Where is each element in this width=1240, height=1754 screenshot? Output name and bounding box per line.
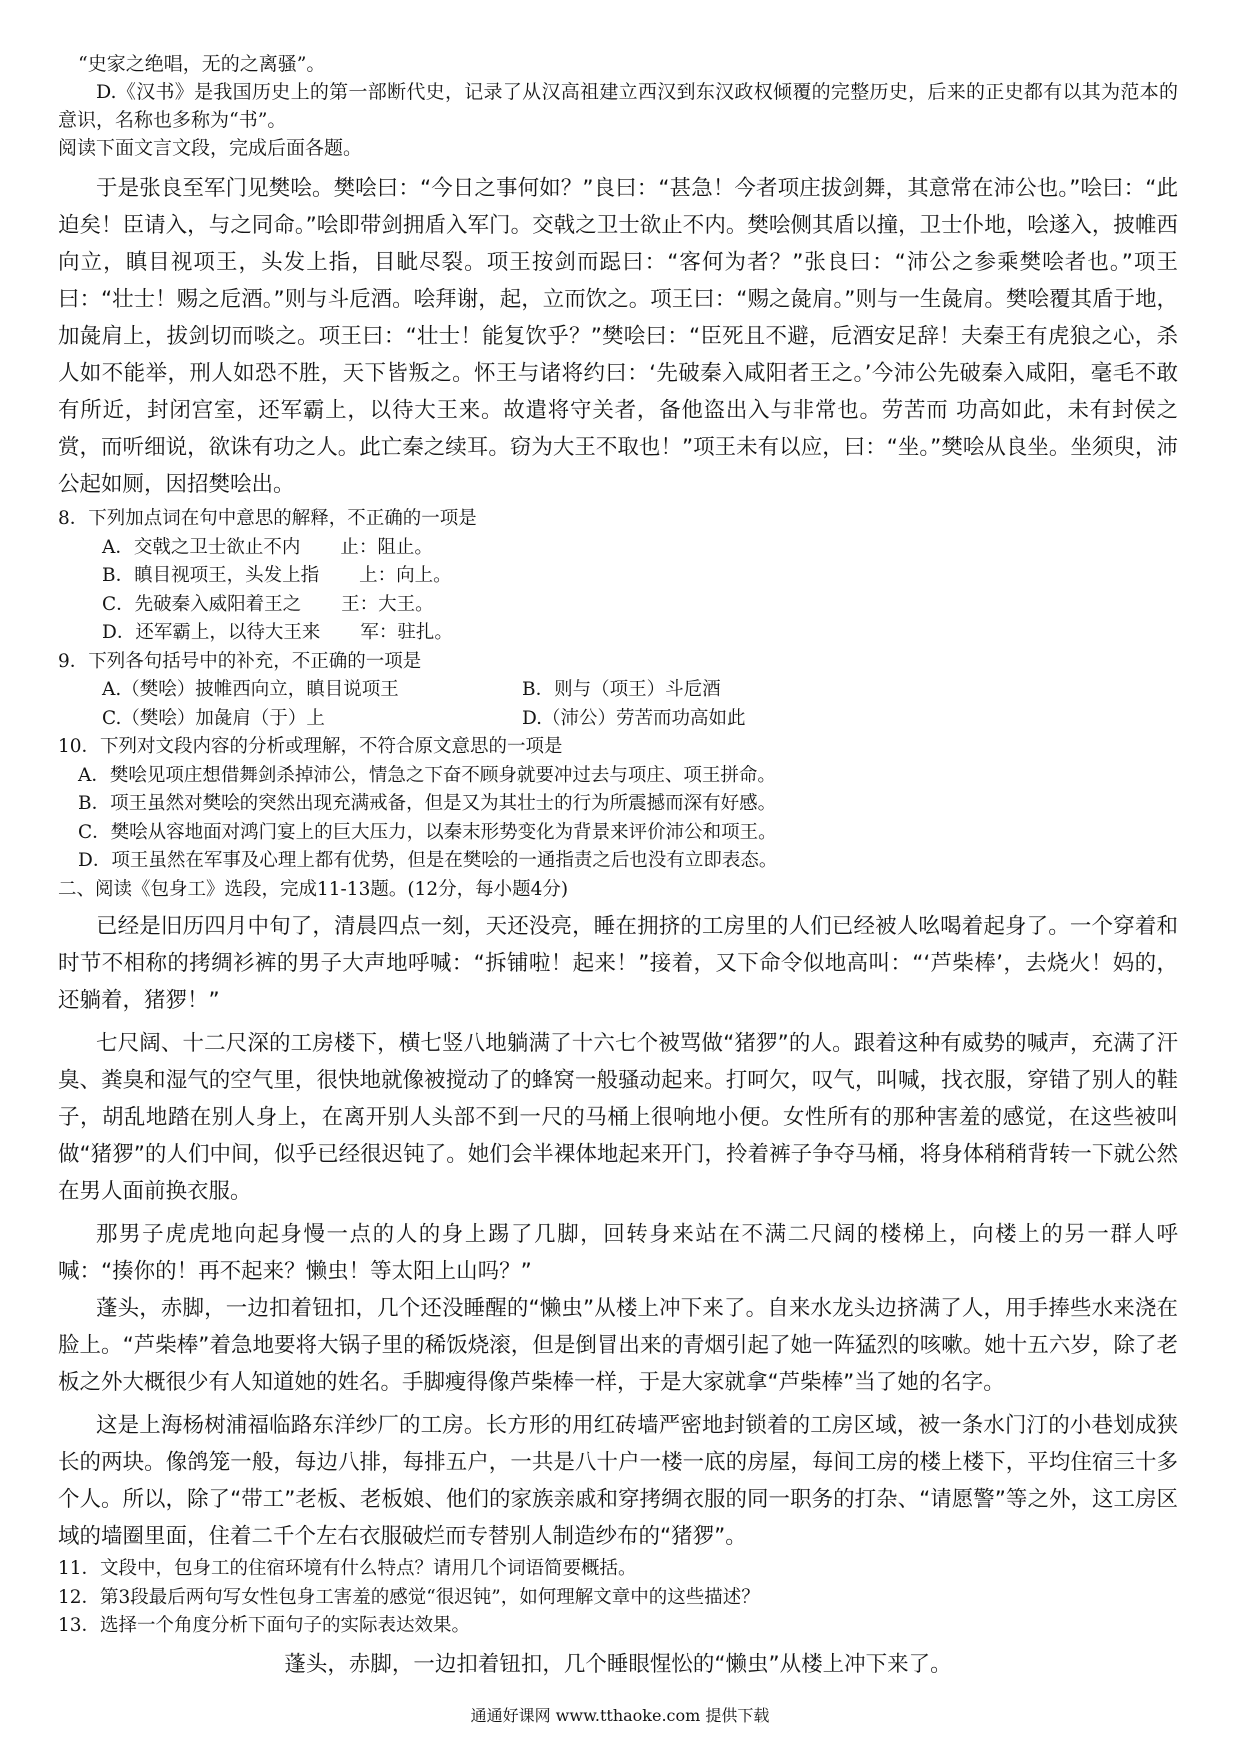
- intro-option-d: D.《汉书》是我国历史上的第一部断代史，记录了从汉高祖建立西汉到东汉政权倾覆的完整历史，后来的正史都有以其为范本的意识，名称也多称为“书”。: [58, 81, 1178, 131]
- question-11: 11．文段中，包身工的住宿环境有什么特点？请用几个词语简要概括。: [58, 1558, 637, 1579]
- question-9-option-b: B．则与（项王）斗卮酒: [522, 679, 721, 700]
- question-12: 12．第3段最后两句写女性包身工害羞的感觉“很迟钝”，如何理解文章中的这些描述？: [58, 1586, 760, 1608]
- question-8-option-b: [58, 562, 1178, 591]
- option-text: C．先破秦入威阳着王之: [102, 593, 302, 615]
- question-8-option-c: [58, 591, 1178, 620]
- passage-paragraph: 蓬头，赤脚，一边扣着钮扣，几个还没睡醒的“懒虫”从楼上冲下来了。自来水龙头边挤满了人，用手捧些水来浇在脸上。“芦柴棒”着急地要将大锅子里的稀饭烧滚，但是倒冒出来的青烟引起了她一阵猛烈的咳嗽。她十五六岁，除了老板之外大概很少有人知道她的姓名。手脚瘦得像芦柴棒一样，于是大家就拿“芦柴棒”当了她的名字。: [58, 1296, 1178, 1395]
- intro-line: “史家之绝唱，无的之离骚”。: [78, 53, 326, 75]
- quoted-sentence: 蓬头，赤脚，一边扣着钮扣，几个睡眼惺忪的“懒虫”从楼上冲下来了。: [284, 1651, 952, 1677]
- page-footer: 通通好课网 www.tthaoke.com 提供下载: [470, 1706, 770, 1725]
- question-8-stem: 8．下列加点词在句中意思的解释，不正确的一项是: [58, 508, 477, 529]
- reading-instruction: 阅读下面文言文段，完成后面各题。: [58, 137, 363, 159]
- question-9-stem: 9．下列各句括号中的补充，不正确的一项是: [58, 650, 422, 672]
- section-2-heading: 二、阅读《包身工》选段，完成11-13题。(12分，每小题4分): [58, 878, 569, 900]
- question-8: [58, 505, 1178, 648]
- passage-paragraph: 已经是旧历四月中旬了，清晨四点一刻，天还没亮，睡在拥挤的工房里的人们已经被人吆喝着起身了。一个穿着和时节不相称的拷绸衫裤的男子大声地呼喊：“拆铺啦！起来！”接着，又下命令似地高叫：“‘芦柴棒’，去烧火！妈的，还躺着，猪猡！”: [58, 914, 1178, 1013]
- option-text: B．瞋目视项王，头发上指: [102, 565, 320, 586]
- question-10: [58, 733, 1178, 876]
- question-9-option-c: C.（樊哙）加彘肩（于）上: [102, 707, 325, 729]
- question-10-stem: 10．下列对文段内容的分析或理解，不符合原文意思的一项是: [58, 736, 563, 757]
- question-13: 13．选择一个角度分析下面句子的实际表达效果。: [58, 1615, 471, 1636]
- option-text: A．交戟之卫士欲止不内: [102, 536, 301, 558]
- question-9-option-a: A.（樊哙）披帷西向立，瞋目说项王: [102, 679, 399, 700]
- option-text: D．还军霸上，以待大王来: [102, 622, 321, 643]
- modern-passage: [58, 908, 1178, 1555]
- question-8-option-a: [58, 534, 1178, 563]
- question-10-option-d: D．项王虽然在军事及心理上都有优势，但是在樊哙的一通指责之后也没有立即表态。: [78, 850, 778, 871]
- question-9-option-d: D.（沛公）劳苦而功高如此: [522, 707, 746, 729]
- option-gloss: 王：大王。: [341, 593, 434, 615]
- question-10-option-a: A．樊哙见项庄想借舞剑杀掉沛公，情急之下奋不顾身就要冲过去与项庄、项王拼命。: [78, 764, 776, 786]
- option-gloss: 止：阻止。: [340, 536, 433, 558]
- question-9-row-1: [58, 676, 1178, 705]
- passage-paragraph: 那男子虎虎地向起身慢一点的人的身上踢了几脚，回转身来站在不满二尺阔的楼梯上，向楼上的另一群人呼喊：“揍你的！再不起来？懒虫！等太阳上山吗？”: [58, 1222, 1178, 1284]
- question-9-row-2: [58, 705, 1178, 734]
- question-9: [58, 648, 1178, 734]
- question-10-option-c: C．樊哙从容地面对鸿门宴上的巨大压力，以秦末形势变化为背景来评价沛公和项王。: [78, 821, 777, 843]
- question-8-option-d: [58, 619, 1178, 648]
- passage-paragraph: 七尺阔、十二尺深的工房楼下，横七竖八地躺满了十六七个被骂做“猪猡”的人。跟着这种有威势的喊声，充满了汗臭、粪臭和湿气的空气里，很快地就像被搅动了的蜂窝一般骚动起来。打呵欠，叹气，叫喊，找衣服，穿错了别人的鞋子，胡乱地踏在别人身上，在离开别人头部不到一尺的马桶上很响地小便。女性所有的那种害羞的感觉，在这些被叫做“猪猡”的人们中间，似乎已经很迟钝了。她们会半裸体地起来开门，拎着裤子争夺马桶，将身体稍稍背转一下就公然在男人面前换衣服。: [58, 1031, 1178, 1204]
- questions-11-13: [58, 1555, 1178, 1641]
- option-gloss: 上：向上。: [359, 565, 452, 586]
- passage-paragraph: 这是上海杨树浦福临路东洋纱厂的工房。长方形的用红砖墙严密地封锁着的工房区域，被一条水门汀的小巷划成狭长的两块。像鸽笼一般，每边八排，每排五户，一共是八十户一楼一底的房屋，每间工房的楼上楼下，平均住宿三十多个人。所以，除了“带工”老板、老板娘、他们的家族亲戚和穿拷绸衣服的同一职务的打杂、“请愿警”等之外，这工房区域的墙圈里面，住着二千个左右衣服破烂而专替别人制造纱布的“猪猡”。: [58, 1413, 1178, 1549]
- option-gloss: 军：驻扎。: [360, 622, 453, 643]
- classical-passage: 于是张良至军门见樊哙。樊哙曰：“今日之事何如？”良曰：“甚急！今者项庄拔剑舞，其意常在沛公也。”哙曰：“此迫矣！臣请入，与之同命。”哙即带剑拥盾入军门。交戟之卫士欲止不内。樊哙侧其盾以撞，卫士仆地，哙遂入，披帷西向立，瞋目视项王，头发上指，目眦尽裂。项王按剑而跽曰：“客何为者？”张良曰：“沛公之参乘樊哙者也。”项王曰：“壮士！赐之卮酒。”则与斗卮酒。哙拜谢，起，立而饮之。项王曰：“赐之彘肩。”则与一生彘肩。樊哙覆其盾于地，加彘肩上，拔剑切而啖之。项王曰：“壮士！能复饮乎？”樊哙曰：“臣死且不避，卮酒安足辞！夫秦王有虎狼之心，杀人如不能举，刑人如恐不胜，天下皆叛之。怀王与诸将约曰：‘先破秦入咸阳者王之。’今沛公先破秦入咸阳，毫毛不敢有所近，封闭宫室，还军霸上，以待大王来。故遣将守关者，备他盗出入与非常也。劳苦而 功高如此，未有封侯之赏，而听细说，欲诛有功之人。此亡秦之续耳。窃为大王不取也！”项王未有以应，曰：“坐。”樊哙从良坐。坐须臾，沛公起如厕，因招樊哙出。: [58, 176, 1178, 497]
- question-10-option-b: B．项王虽然对樊哙的突然出现充满戒备，但是又为其壮士的行为所震撼而深有好感。: [78, 793, 777, 814]
